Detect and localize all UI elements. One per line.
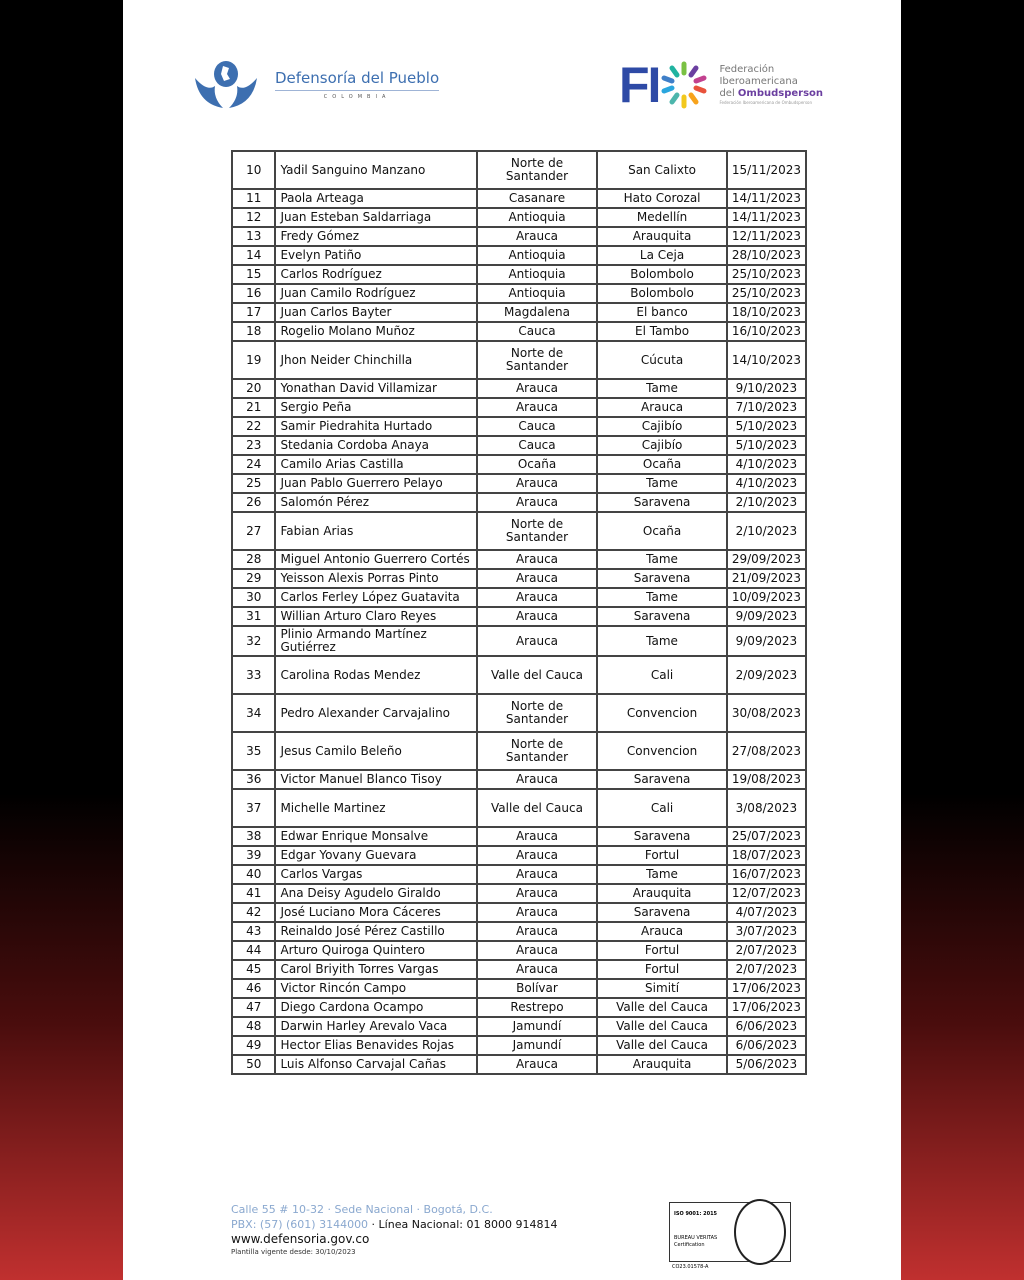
date-cell: 4/07/2023 [727, 903, 806, 922]
date-cell: 12/07/2023 [727, 884, 806, 903]
table-row [232, 569, 806, 588]
department-cell: Norte de Santander [477, 694, 598, 732]
table-row [232, 865, 806, 884]
municipality-cell: Valle del Cauca [597, 998, 726, 1017]
date-cell: 2/07/2023 [727, 941, 806, 960]
row-number-cell: 16 [232, 284, 275, 303]
table-row [232, 941, 806, 960]
date-cell: 4/10/2023 [727, 474, 806, 493]
table-row [232, 903, 806, 922]
victim-name-cell: Carolina Rodas Mendez [275, 656, 476, 694]
department-cell: Antioquia [477, 284, 598, 303]
row-number-cell: 28 [232, 550, 275, 569]
victim-name-cell: Stedania Cordoba Anaya [275, 436, 476, 455]
victim-name-cell: Victor Manuel Blanco Tisoy [275, 770, 476, 789]
municipality-cell: Ocaña [597, 455, 726, 474]
cert-code: CO23.01578-A [672, 1264, 709, 1270]
defensoria-logo [193, 58, 439, 110]
table-row [232, 455, 806, 474]
table-row [232, 284, 806, 303]
victim-name-cell: Samir Piedrahita Hurtado [275, 417, 476, 436]
department-cell: Arauca [477, 607, 598, 626]
row-number-cell: 21 [232, 398, 275, 417]
victim-name-cell: Salomón Pérez [275, 493, 476, 512]
date-cell: 4/10/2023 [727, 455, 806, 474]
table-row [232, 1017, 806, 1036]
row-number-cell: 14 [232, 246, 275, 265]
fio-sunburst-icon [659, 60, 709, 110]
date-cell: 9/10/2023 [727, 379, 806, 398]
table-row [232, 827, 806, 846]
victim-name-cell: Plinio Armando Martínez Gutiérrez [275, 626, 476, 656]
municipality-cell: Saravena [597, 493, 726, 512]
department-cell: Arauca [477, 398, 598, 417]
municipality-cell: Saravena [597, 569, 726, 588]
date-cell: 6/06/2023 [727, 1036, 806, 1055]
row-number-cell: 13 [232, 227, 275, 246]
municipality-cell: Arauquita [597, 227, 726, 246]
row-number-cell: 12 [232, 208, 275, 227]
row-number-cell: 50 [232, 1055, 275, 1074]
date-cell: 5/10/2023 [727, 417, 806, 436]
victim-name-cell: Edgar Yovany Guevara [275, 846, 476, 865]
municipality-cell: Tame [597, 474, 726, 493]
municipality-cell: El Tambo [597, 322, 726, 341]
date-cell: 25/10/2023 [727, 265, 806, 284]
victim-name-cell: Sergio Peña [275, 398, 476, 417]
row-number-cell: 32 [232, 626, 275, 656]
footer-website-link[interactable]: www.defensoria.gov.co [231, 1232, 370, 1246]
date-cell: 15/11/2023 [727, 151, 806, 189]
row-number-cell: 29 [232, 569, 275, 588]
municipality-cell: Fortul [597, 960, 726, 979]
table-row [232, 474, 806, 493]
date-cell: 3/08/2023 [727, 789, 806, 827]
row-number-cell: 30 [232, 588, 275, 607]
table-row [232, 436, 806, 455]
municipality-cell: Cajibío [597, 436, 726, 455]
row-number-cell: 31 [232, 607, 275, 626]
municipality-cell: Saravena [597, 770, 726, 789]
date-cell: 14/11/2023 [727, 208, 806, 227]
municipality-cell: Tame [597, 379, 726, 398]
victim-name-cell: José Luciano Mora Cáceres [275, 903, 476, 922]
row-number-cell: 35 [232, 732, 275, 770]
row-number-cell: 47 [232, 998, 275, 1017]
date-cell: 28/10/2023 [727, 246, 806, 265]
victim-name-cell: Luis Alfonso Carvajal Cañas [275, 1055, 476, 1074]
victim-name-cell: Rogelio Molano Muñoz [275, 322, 476, 341]
table-row [232, 626, 806, 656]
municipality-cell: Saravena [597, 827, 726, 846]
department-cell: Ocaña [477, 455, 598, 474]
department-cell: Antioquia [477, 208, 598, 227]
municipality-cell: El banco [597, 303, 726, 322]
department-cell: Arauca [477, 770, 598, 789]
department-cell: Cauca [477, 436, 598, 455]
date-cell: 25/07/2023 [727, 827, 806, 846]
row-number-cell: 23 [232, 436, 275, 455]
row-number-cell: 34 [232, 694, 275, 732]
victim-name-cell: Yonathan David Villamizar [275, 379, 476, 398]
table-row [232, 512, 806, 550]
defensoria-name: Defensoría del Pueblo [275, 68, 440, 87]
date-cell: 6/06/2023 [727, 1017, 806, 1036]
date-cell: 21/09/2023 [727, 569, 806, 588]
department-cell: Casanare [477, 189, 598, 208]
municipality-cell: Tame [597, 865, 726, 884]
victims-table [231, 150, 807, 1075]
row-number-cell: 38 [232, 827, 275, 846]
victim-name-cell: Paola Arteaga [275, 189, 476, 208]
department-cell: Antioquia [477, 246, 598, 265]
date-cell: 3/07/2023 [727, 922, 806, 941]
row-number-cell: 22 [232, 417, 275, 436]
date-cell: 17/06/2023 [727, 998, 806, 1017]
municipality-cell: Saravena [597, 607, 726, 626]
date-cell: 2/09/2023 [727, 656, 806, 694]
table-row [232, 656, 806, 694]
victim-name-cell: Carlos Ferley López Guatavita [275, 588, 476, 607]
department-cell: Arauca [477, 960, 598, 979]
municipality-cell: Valle del Cauca [597, 1036, 726, 1055]
footer-template-date: Plantilla vigente desde: 30/10/2023 [231, 1248, 356, 1256]
municipality-cell: Cajibío [597, 417, 726, 436]
victim-name-cell: Fabian Arias [275, 512, 476, 550]
table-row [232, 341, 806, 379]
victim-name-cell: Jesus Camilo Beleño [275, 732, 476, 770]
victim-name-cell: Carlos Rodríguez [275, 265, 476, 284]
victim-name-cell: Juan Carlos Bayter [275, 303, 476, 322]
date-cell: 9/09/2023 [727, 626, 806, 656]
victim-name-cell: Pedro Alexander Carvajalino [275, 694, 476, 732]
department-cell: Norte de Santander [477, 151, 598, 189]
row-number-cell: 33 [232, 656, 275, 694]
date-cell: 16/07/2023 [727, 865, 806, 884]
defensoria-hands-icon [193, 58, 259, 110]
department-cell: Jamundí [477, 1036, 598, 1055]
victim-name-cell: Michelle Martinez [275, 789, 476, 827]
department-cell: Arauca [477, 474, 598, 493]
row-number-cell: 43 [232, 922, 275, 941]
row-number-cell: 20 [232, 379, 275, 398]
table-row [232, 227, 806, 246]
department-cell: Norte de Santander [477, 512, 598, 550]
date-cell: 19/08/2023 [727, 770, 806, 789]
department-cell: Arauca [477, 550, 598, 569]
footer-pbx: PBX: (57) (601) 3144000 [231, 1218, 369, 1231]
date-cell: 2/10/2023 [727, 493, 806, 512]
municipality-cell: Arauquita [597, 1055, 726, 1074]
table-row [232, 303, 806, 322]
table-row [232, 379, 806, 398]
table-row [232, 265, 806, 284]
date-cell: 29/09/2023 [727, 550, 806, 569]
municipality-cell: Hato Corozal [597, 189, 726, 208]
municipality-cell: Tame [597, 588, 726, 607]
department-cell: Magdalena [477, 303, 598, 322]
victim-name-cell: Diego Cardona Ocampo [275, 998, 476, 1017]
municipality-cell: Valle del Cauca [597, 1017, 726, 1036]
row-number-cell: 46 [232, 979, 275, 998]
department-cell: Arauca [477, 1055, 598, 1074]
municipality-cell: Medellín [597, 208, 726, 227]
department-cell: Arauca [477, 827, 598, 846]
department-cell: Antioquia [477, 265, 598, 284]
victim-name-cell: Victor Rincón Campo [275, 979, 476, 998]
table-row [232, 398, 806, 417]
department-cell: Arauca [477, 493, 598, 512]
municipality-cell: Simití [597, 979, 726, 998]
victim-name-cell: Jhon Neider Chinchilla [275, 341, 476, 379]
date-cell: 30/08/2023 [727, 694, 806, 732]
footer-address: Calle 55 # 10-32 · Sede Nacional · Bogotá, D.C. [231, 1203, 493, 1216]
victim-name-cell: Carol Briyith Torres Vargas [275, 960, 476, 979]
victim-name-cell: Juan Esteban Saldarriaga [275, 208, 476, 227]
municipality-cell: Bolombolo [597, 284, 726, 303]
row-number-cell: 27 [232, 512, 275, 550]
row-number-cell: 40 [232, 865, 275, 884]
department-cell: Valle del Cauca [477, 789, 598, 827]
row-number-cell: 39 [232, 846, 275, 865]
department-cell: Arauca [477, 865, 598, 884]
department-cell: Jamundí [477, 1017, 598, 1036]
table-row [232, 1055, 806, 1074]
table-row [232, 246, 806, 265]
document-page [123, 0, 901, 1280]
table-row [232, 960, 806, 979]
defensoria-country: COLOMBIA [275, 90, 439, 100]
department-cell: Arauca [477, 922, 598, 941]
victim-name-cell: Hector Elias Benavides Rojas [275, 1036, 476, 1055]
table-row [232, 789, 806, 827]
date-cell: 10/09/2023 [727, 588, 806, 607]
date-cell: 2/07/2023 [727, 960, 806, 979]
row-number-cell: 24 [232, 455, 275, 474]
table-row [232, 493, 806, 512]
row-number-cell: 49 [232, 1036, 275, 1055]
fio-line3-prefix: del [719, 88, 738, 99]
date-cell: 25/10/2023 [727, 284, 806, 303]
date-cell: 16/10/2023 [727, 322, 806, 341]
row-number-cell: 15 [232, 265, 275, 284]
department-cell: Arauca [477, 379, 598, 398]
municipality-cell: Cúcuta [597, 341, 726, 379]
row-number-cell: 11 [232, 189, 275, 208]
municipality-cell: Tame [597, 550, 726, 569]
row-number-cell: 41 [232, 884, 275, 903]
table-row [232, 694, 806, 732]
municipality-cell: Fortul [597, 941, 726, 960]
department-cell: Arauca [477, 903, 598, 922]
victim-name-cell: Reinaldo José Pérez Castillo [275, 922, 476, 941]
municipality-cell: Cali [597, 789, 726, 827]
fio-line2: Iberoamericana [719, 76, 798, 87]
victim-name-cell: Camilo Arias Castilla [275, 455, 476, 474]
department-cell: Arauca [477, 569, 598, 588]
row-number-cell: 18 [232, 322, 275, 341]
victim-name-cell: Fredy Gómez [275, 227, 476, 246]
municipality-cell: Bolombolo [597, 265, 726, 284]
victim-name-cell: Juan Camilo Rodríguez [275, 284, 476, 303]
table-row [232, 588, 806, 607]
municipality-cell: Convencion [597, 732, 726, 770]
table-row [232, 979, 806, 998]
cert-bv: BUREAU VERITAS Certification [674, 1235, 718, 1248]
fio-mark: FI [619, 57, 660, 113]
footer [231, 1202, 557, 1257]
victim-name-cell: Miguel Antonio Guerrero Cortés [275, 550, 476, 569]
victim-name-cell: Carlos Vargas [275, 865, 476, 884]
municipality-cell: Convencion [597, 694, 726, 732]
row-number-cell: 42 [232, 903, 275, 922]
table-row [232, 998, 806, 1017]
date-cell: 18/07/2023 [727, 846, 806, 865]
date-cell: 5/06/2023 [727, 1055, 806, 1074]
table-row [232, 151, 806, 189]
municipality-cell: Saravena [597, 903, 726, 922]
municipality-cell: La Ceja [597, 246, 726, 265]
date-cell: 2/10/2023 [727, 512, 806, 550]
table-row [232, 1036, 806, 1055]
department-cell: Norte de Santander [477, 732, 598, 770]
table-row [232, 607, 806, 626]
victim-name-cell: Ana Deisy Agudelo Giraldo [275, 884, 476, 903]
table-row [232, 770, 806, 789]
department-cell: Cauca [477, 417, 598, 436]
date-cell: 18/10/2023 [727, 303, 806, 322]
table-row [232, 550, 806, 569]
date-cell: 7/10/2023 [727, 398, 806, 417]
row-number-cell: 36 [232, 770, 275, 789]
table-row [232, 322, 806, 341]
municipality-cell: Ocaña [597, 512, 726, 550]
date-cell: 12/11/2023 [727, 227, 806, 246]
date-cell: 9/09/2023 [727, 607, 806, 626]
row-number-cell: 48 [232, 1017, 275, 1036]
row-number-cell: 44 [232, 941, 275, 960]
row-number-cell: 45 [232, 960, 275, 979]
department-cell: Arauca [477, 588, 598, 607]
table-row [232, 189, 806, 208]
table-row [232, 846, 806, 865]
row-number-cell: 26 [232, 493, 275, 512]
municipality-cell: Arauquita [597, 884, 726, 903]
table-row [232, 417, 806, 436]
row-number-cell: 19 [232, 341, 275, 379]
date-cell: 14/11/2023 [727, 189, 806, 208]
table-row [232, 922, 806, 941]
municipality-cell: Cali [597, 656, 726, 694]
iso-certification-badge [669, 1202, 791, 1270]
department-cell: Arauca [477, 846, 598, 865]
municipality-cell: Arauca [597, 922, 726, 941]
fio-line3-bold: Ombudsperson [737, 88, 824, 99]
department-cell: Norte de Santander [477, 341, 598, 379]
victim-name-cell: Darwin Harley Arevalo Vaca [275, 1017, 476, 1036]
department-cell: Arauca [477, 884, 598, 903]
municipality-cell: Fortul [597, 846, 726, 865]
fio-line1: Federación [719, 64, 775, 75]
victim-name-cell: Willian Arturo Claro Reyes [275, 607, 476, 626]
department-cell: Restrepo [477, 998, 598, 1017]
bureau-veritas-seal-icon [734, 1199, 786, 1265]
cert-iso: ISO 9001: 2015 [674, 1211, 718, 1217]
fio-logo [619, 57, 824, 113]
table-row [232, 208, 806, 227]
date-cell: 14/10/2023 [727, 341, 806, 379]
table-row [232, 884, 806, 903]
victim-name-cell: Yadil Sanguino Manzano [275, 151, 476, 189]
table-row [232, 732, 806, 770]
date-cell: 27/08/2023 [727, 732, 806, 770]
date-cell: 5/10/2023 [727, 436, 806, 455]
victim-name-cell: Arturo Quiroga Quintero [275, 941, 476, 960]
victim-name-cell: Edwar Enrique Monsalve [275, 827, 476, 846]
department-cell: Bolívar [477, 979, 598, 998]
municipality-cell: San Calixto [597, 151, 726, 189]
date-cell: 17/06/2023 [727, 979, 806, 998]
municipality-cell: Tame [597, 626, 726, 656]
department-cell: Cauca [477, 322, 598, 341]
department-cell: Arauca [477, 941, 598, 960]
department-cell: Arauca [477, 227, 598, 246]
victim-name-cell: Juan Pablo Guerrero Pelayo [275, 474, 476, 493]
footer-linea: · Línea Nacional: 01 8000 914814 [368, 1218, 558, 1231]
department-cell: Valle del Cauca [477, 656, 598, 694]
row-number-cell: 25 [232, 474, 275, 493]
victim-name-cell: Yeisson Alexis Porras Pinto [275, 569, 476, 588]
municipality-cell: Arauca [597, 398, 726, 417]
fio-tagline: Federación Iberoamericana de Ombudsperson [719, 100, 813, 105]
row-number-cell: 10 [232, 151, 275, 189]
victim-name-cell: Evelyn Patiño [275, 246, 476, 265]
row-number-cell: 17 [232, 303, 275, 322]
department-cell: Arauca [477, 626, 598, 656]
row-number-cell: 37 [232, 789, 275, 827]
